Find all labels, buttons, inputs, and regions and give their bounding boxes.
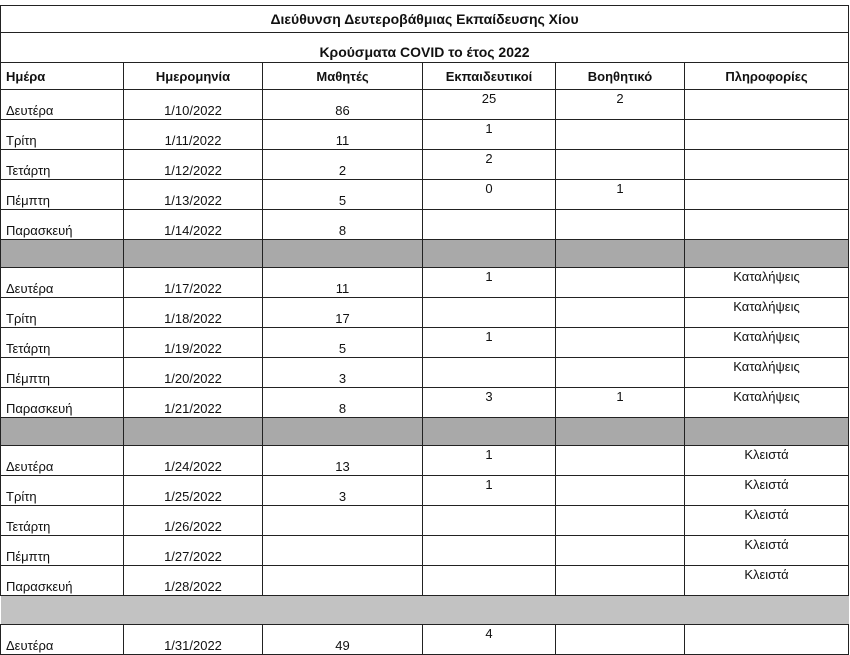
cell-date: 1/18/2022 <box>124 298 263 328</box>
cell-teachers: 25 <box>423 90 556 120</box>
cell-students: 11 <box>263 120 423 150</box>
cell-teachers <box>423 210 556 240</box>
cell-teachers: 2 <box>423 150 556 180</box>
cell-students: 86 <box>263 90 423 120</box>
cell-day: Πέμπτη <box>1 536 124 566</box>
cell-date: 1/11/2022 <box>124 120 263 150</box>
cell-info <box>685 90 849 120</box>
separator-cell <box>263 240 423 268</box>
separator-cell <box>1 418 124 446</box>
cell-info: Κλειστά <box>685 476 849 506</box>
cell-aux <box>556 328 685 358</box>
cell-students: 11 <box>263 268 423 298</box>
cell-date: 1/27/2022 <box>124 536 263 566</box>
cell-aux <box>556 358 685 388</box>
cell-aux: 1 <box>556 180 685 210</box>
table-row <box>1 210 849 240</box>
header-date: Ημερομηνία <box>124 63 263 90</box>
header-day: Ημέρα <box>1 63 124 90</box>
separator-cell <box>556 240 685 268</box>
cell-info <box>685 210 849 240</box>
separator-cell <box>124 240 263 268</box>
week-separator-row <box>1 418 849 446</box>
cell-date: 1/13/2022 <box>124 180 263 210</box>
cell-students: 3 <box>263 476 423 506</box>
cell-day: Δευτέρα <box>1 268 124 298</box>
cell-aux <box>556 150 685 180</box>
cell-aux <box>556 566 685 596</box>
separator-cell <box>423 240 556 268</box>
cell-students: 13 <box>263 446 423 476</box>
cell-teachers <box>423 298 556 328</box>
table-row <box>1 120 849 150</box>
cell-teachers: 0 <box>423 180 556 210</box>
cell-students <box>263 536 423 566</box>
header-info: Πληροφορίες <box>685 63 849 90</box>
table-row <box>1 476 849 506</box>
title-row <box>1 6 849 33</box>
cell-info: Καταλήψεις <box>685 298 849 328</box>
cell-day: Δευτέρα <box>1 625 124 655</box>
cell-day: Τετάρτη <box>1 328 124 358</box>
separator-cell <box>685 240 849 268</box>
table-row <box>1 328 849 358</box>
cell-teachers: 1 <box>423 120 556 150</box>
cell-date: 1/24/2022 <box>124 446 263 476</box>
cell-date: 1/14/2022 <box>124 210 263 240</box>
separator-cell <box>685 418 849 446</box>
table-row <box>1 388 849 418</box>
cell-aux <box>556 268 685 298</box>
cell-date: 1/26/2022 <box>124 506 263 536</box>
cell-teachers <box>423 566 556 596</box>
cell-aux <box>556 210 685 240</box>
cell-students: 5 <box>263 328 423 358</box>
cell-day: Τρίτη <box>1 120 124 150</box>
cell-date: 1/17/2022 <box>124 268 263 298</box>
sheet-subtitle: Κρούσματα COVID το έτος 2022 <box>1 33 849 63</box>
separator-cell <box>423 418 556 446</box>
cell-teachers <box>423 506 556 536</box>
cell-info: Καταλήψεις <box>685 358 849 388</box>
table-row <box>1 298 849 328</box>
cell-aux <box>556 536 685 566</box>
cell-day: Τετάρτη <box>1 150 124 180</box>
header-aux: Βοηθητικό <box>556 63 685 90</box>
cell-date: 1/10/2022 <box>124 90 263 120</box>
cell-info: Κλειστά <box>685 536 849 566</box>
cell-date: 1/21/2022 <box>124 388 263 418</box>
covid-cases-table <box>0 5 849 655</box>
table-row <box>1 446 849 476</box>
cell-info: Κλειστά <box>685 506 849 536</box>
cell-info: Κλειστά <box>685 566 849 596</box>
table-row <box>1 625 849 655</box>
table-row <box>1 180 849 210</box>
cell-students <box>263 506 423 536</box>
table-row <box>1 90 849 120</box>
sheet-title: Διεύθυνση Δευτεροβάθμιας Εκπαίδευσης Χίου <box>1 6 849 33</box>
cell-teachers <box>423 536 556 566</box>
cell-date: 1/25/2022 <box>124 476 263 506</box>
cell-info <box>685 180 849 210</box>
cell-day: Παρασκευή <box>1 566 124 596</box>
cell-day: Τετάρτη <box>1 506 124 536</box>
cell-day: Παρασκευή <box>1 388 124 418</box>
cell-aux <box>556 476 685 506</box>
subtitle-row <box>1 33 849 63</box>
cell-teachers: 1 <box>423 476 556 506</box>
separator-cell <box>124 418 263 446</box>
cell-info <box>685 150 849 180</box>
table-row <box>1 536 849 566</box>
week-separator-row <box>1 596 849 625</box>
cell-info: Καταλήψεις <box>685 328 849 358</box>
header-teachers: Εκπαιδευτικοί <box>423 63 556 90</box>
cell-teachers: 1 <box>423 328 556 358</box>
header-row <box>1 63 849 90</box>
cell-day: Παρασκευή <box>1 210 124 240</box>
cell-aux: 2 <box>556 90 685 120</box>
table-row <box>1 150 849 180</box>
cell-date: 1/28/2022 <box>124 566 263 596</box>
cell-students: 8 <box>263 210 423 240</box>
cell-aux: 1 <box>556 388 685 418</box>
cell-students: 8 <box>263 388 423 418</box>
cell-students: 2 <box>263 150 423 180</box>
cell-students: 49 <box>263 625 423 655</box>
separator-cell <box>556 418 685 446</box>
cell-day: Πέμπτη <box>1 358 124 388</box>
table-row <box>1 566 849 596</box>
cell-info: Κλειστά <box>685 446 849 476</box>
table-row <box>1 506 849 536</box>
separator-cell <box>1 596 849 625</box>
cell-info <box>685 120 849 150</box>
cell-teachers: 4 <box>423 625 556 655</box>
cell-students: 5 <box>263 180 423 210</box>
cell-students: 3 <box>263 358 423 388</box>
cell-date: 1/31/2022 <box>124 625 263 655</box>
header-students: Μαθητές <box>263 63 423 90</box>
cell-day: Τρίτη <box>1 476 124 506</box>
cell-day: Δευτέρα <box>1 90 124 120</box>
cell-day: Πέμπτη <box>1 180 124 210</box>
table-row <box>1 268 849 298</box>
cell-info <box>685 625 849 655</box>
cell-date: 1/19/2022 <box>124 328 263 358</box>
week-separator-row <box>1 240 849 268</box>
cell-date: 1/12/2022 <box>124 150 263 180</box>
cell-aux <box>556 625 685 655</box>
separator-cell <box>263 418 423 446</box>
cell-teachers: 1 <box>423 446 556 476</box>
cell-students: 17 <box>263 298 423 328</box>
cell-teachers: 3 <box>423 388 556 418</box>
cell-aux <box>556 446 685 476</box>
cell-teachers: 1 <box>423 268 556 298</box>
cell-day: Τρίτη <box>1 298 124 328</box>
cell-info: Καταλήψεις <box>685 268 849 298</box>
separator-cell <box>1 240 124 268</box>
cell-students <box>263 566 423 596</box>
cell-aux <box>556 298 685 328</box>
cell-day: Δευτέρα <box>1 446 124 476</box>
table-row <box>1 358 849 388</box>
cell-teachers <box>423 358 556 388</box>
cell-date: 1/20/2022 <box>124 358 263 388</box>
cell-aux <box>556 506 685 536</box>
cell-aux <box>556 120 685 150</box>
cell-info: Καταλήψεις <box>685 388 849 418</box>
